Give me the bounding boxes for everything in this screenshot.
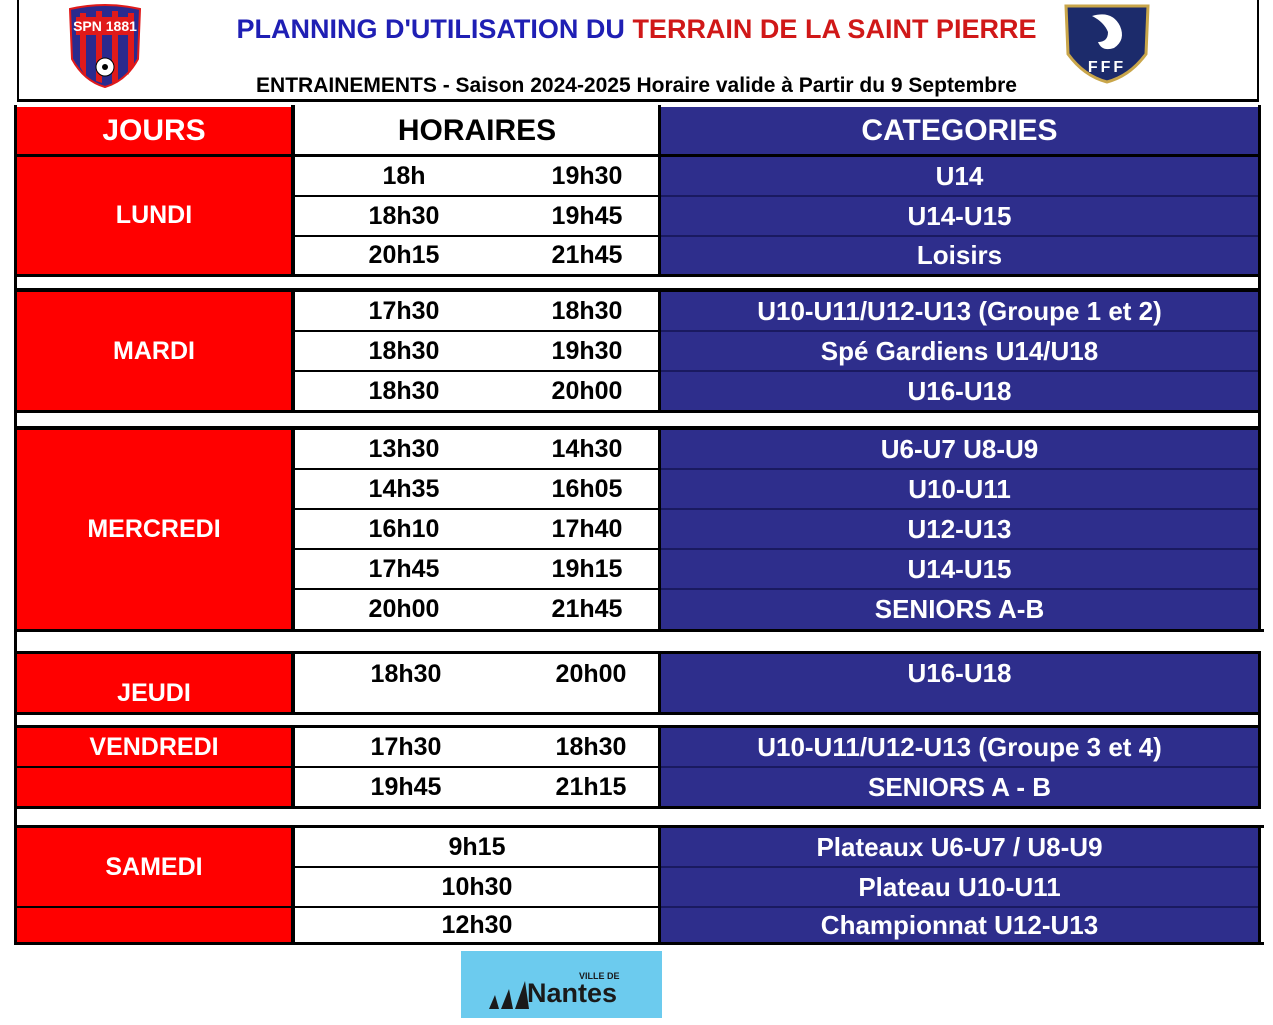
day-lundi: LUNDI: [17, 157, 291, 274]
time-start: 18h30: [368, 201, 440, 230]
time-start: 16h10: [368, 514, 440, 543]
nantes-logo-small: VILLE DE: [579, 971, 620, 981]
time-end: 20h00: [551, 376, 623, 405]
row-divider: [661, 235, 1258, 237]
category: U14: [661, 157, 1258, 195]
title-part-1: PLANNING D'UTILISATION DU: [236, 14, 625, 44]
category: U10-U11/U12-U13 (Groupe 1 et 2): [661, 292, 1258, 330]
category: U12-U13: [661, 510, 1258, 548]
header-categories: CATEGORIES: [661, 107, 1258, 155]
club-crest-text: SPN 1881: [73, 18, 137, 34]
time-start: 18h: [382, 161, 426, 190]
category: SENIORS A-B: [661, 590, 1258, 629]
nantes-logo-mark: [461, 951, 662, 1018]
time-start: 20h00: [368, 595, 440, 623]
row-divider: [291, 468, 661, 470]
day-samedi-continued: [17, 908, 291, 942]
time-start: 18h30: [370, 659, 442, 688]
time-end: 21h45: [551, 595, 623, 623]
row-divider: [661, 548, 1258, 550]
row-divider: [291, 588, 661, 590]
time-start: 18h30: [368, 376, 440, 405]
time-slot: 12h30: [441, 910, 513, 939]
day-vendredi: VENDREDI: [17, 728, 291, 766]
time-start: 13h30: [368, 434, 440, 463]
time-start: 20h15: [368, 241, 440, 269]
page-subtitle: ENTRAINEMENTS - Saison 2024-2025 Horaire valide à Partir du 9 Septembre: [256, 74, 1017, 97]
header-jours: JOURS: [17, 107, 291, 155]
category: U16-U18: [661, 372, 1258, 410]
time-end: 20h00: [555, 659, 627, 688]
category: SENIORS A - B: [661, 768, 1258, 806]
row-divider: [661, 195, 1258, 197]
row-divider: [291, 508, 661, 510]
page-title: [0, 12, 1273, 46]
day-samedi: SAMEDI: [17, 828, 291, 906]
time-end: 21h45: [551, 241, 623, 269]
time-end: 18h30: [555, 732, 627, 761]
row-divider: [291, 330, 661, 332]
row-divider: [661, 508, 1258, 510]
time-start: 18h30: [368, 336, 440, 365]
row-divider: [661, 468, 1258, 470]
row-divider: [661, 906, 1258, 908]
day-vendredi-continued: [17, 768, 291, 806]
fff-logo-text: FFF: [1087, 59, 1127, 76]
block-gap: [17, 715, 1258, 725]
time-start: 17h30: [368, 296, 440, 325]
title-part-2: TERRAIN DE LA SAINT PIERRE: [632, 14, 1037, 44]
header-horaires: HORAIRES: [295, 107, 659, 155]
category: U10-U11/U12-U13 (Groupe 3 et 4): [661, 728, 1258, 766]
row-divider: [291, 195, 661, 197]
day-mercredi: MERCREDI: [17, 430, 291, 629]
day-mardi: MARDI: [17, 292, 291, 410]
time-end: 19h30: [551, 336, 623, 365]
row-divider: [661, 866, 1258, 868]
category: Plateaux U6-U7 / U8-U9: [661, 828, 1258, 866]
category: Spé Gardiens U14/U18: [661, 332, 1258, 370]
time-start: 17h30: [370, 732, 442, 761]
row-divider: [661, 766, 1258, 768]
category: Plateau U10-U11: [661, 868, 1258, 906]
row-divider: [291, 866, 661, 868]
time-end: 17h40: [551, 514, 623, 543]
time-end: 14h30: [551, 434, 623, 463]
time-end: 19h30: [551, 161, 623, 190]
row-divider: [15, 766, 661, 768]
time-slot: 10h30: [441, 872, 513, 901]
row-divider: [291, 235, 661, 237]
nantes-logo-main: Nantes: [527, 978, 618, 1008]
time-end: 19h45: [551, 201, 623, 230]
time-end: 21h15: [555, 772, 627, 801]
block-gap: [17, 277, 1258, 288]
block-gap: [17, 632, 1262, 651]
row-divider: [661, 588, 1258, 590]
category: Championnat U12-U13: [661, 908, 1258, 942]
category: U6-U7 U8-U9: [661, 430, 1258, 468]
category: U10-U11: [661, 470, 1258, 508]
block-gap: [17, 809, 1262, 825]
category: Loisirs: [661, 237, 1258, 274]
time-start: 17h45: [368, 554, 440, 583]
divider: [15, 942, 1264, 945]
day-jeudi: JEUDI: [17, 654, 291, 712]
category: U16-U18: [661, 654, 1258, 712]
row-divider: [661, 330, 1258, 332]
row-divider: [661, 370, 1258, 372]
row-divider: [291, 370, 661, 372]
row-divider: [15, 906, 661, 908]
time-slot: 9h15: [448, 832, 506, 861]
time-end: 16h05: [551, 474, 623, 503]
category: U14-U15: [661, 197, 1258, 235]
ville-de-nantes-logo: [461, 951, 662, 1018]
time-start: 14h35: [368, 474, 440, 503]
time-end: 18h30: [551, 296, 623, 325]
category: U14-U15: [661, 550, 1258, 588]
time-start: 19h45: [370, 772, 442, 801]
time-end: 19h15: [551, 554, 623, 583]
block-gap: [17, 413, 1258, 426]
row-divider: [291, 548, 661, 550]
